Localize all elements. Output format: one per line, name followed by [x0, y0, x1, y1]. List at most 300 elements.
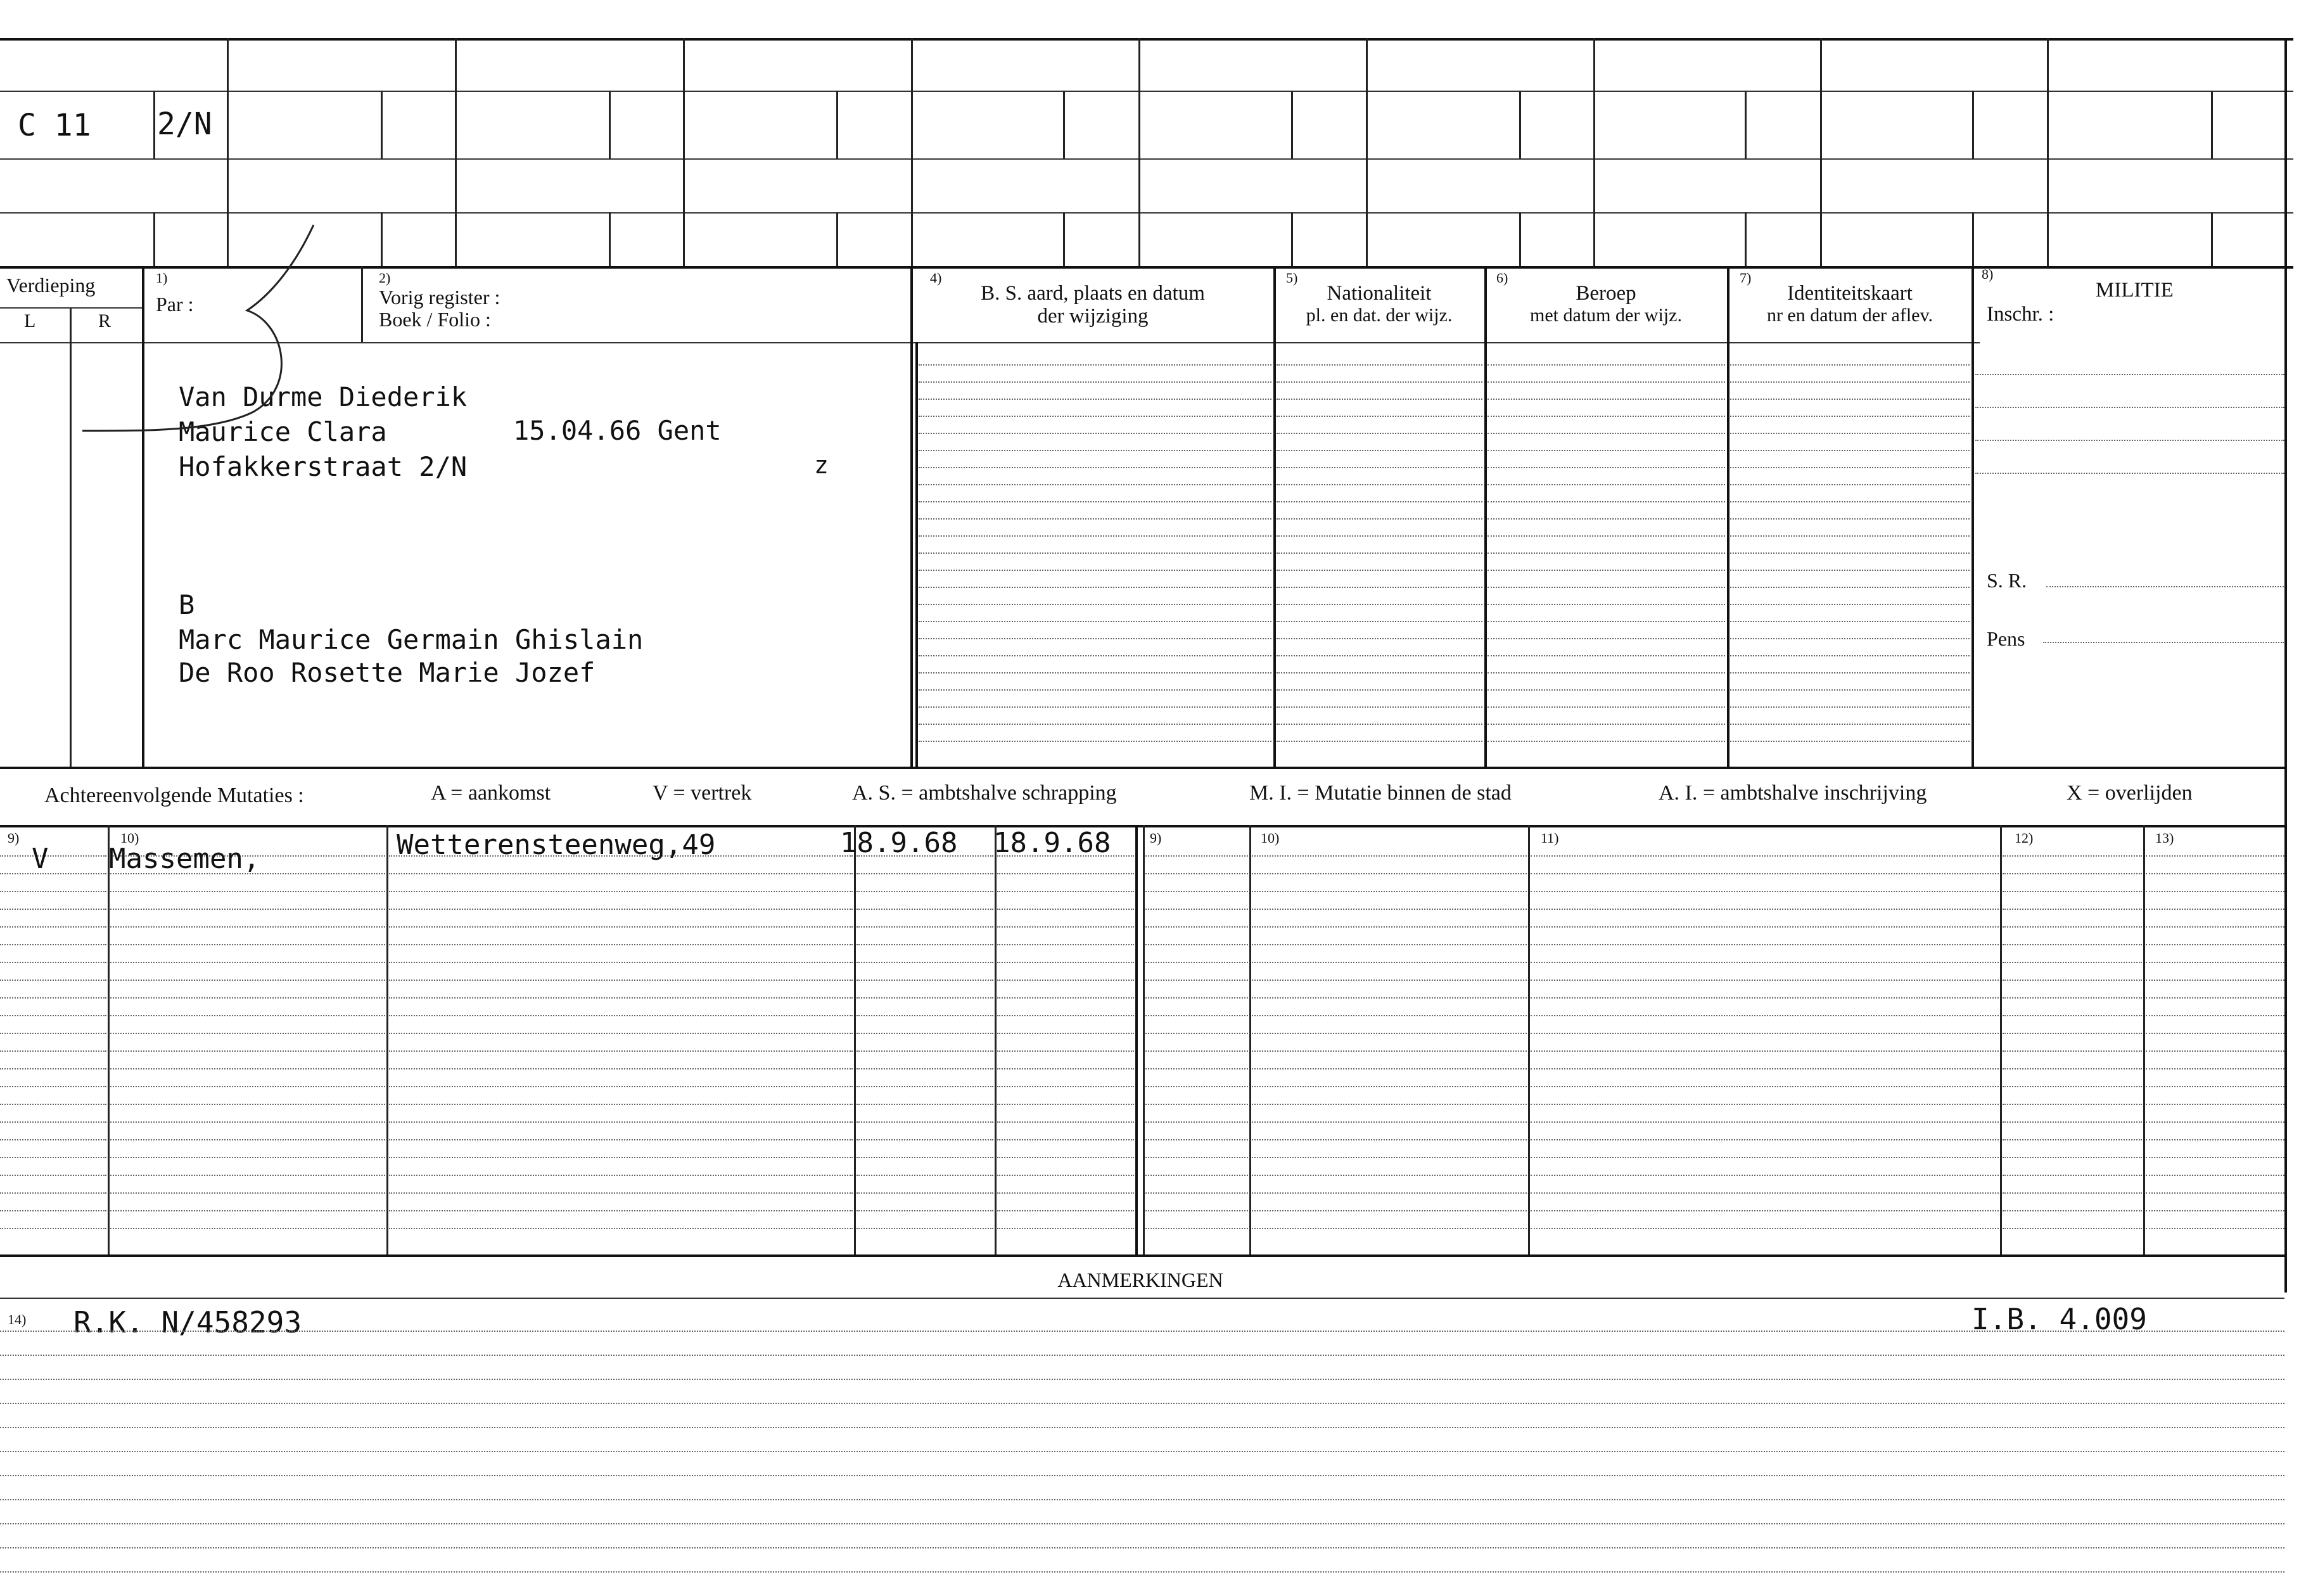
note-2: 2): [379, 270, 391, 286]
ruled-line: [997, 909, 1134, 910]
ruled-line: [1730, 518, 1970, 520]
militie-header: MILITIE: [2096, 279, 2174, 302]
note-10: 10): [120, 830, 139, 846]
ruled-line: [1730, 638, 1970, 639]
legend-x: X = overlijden: [2067, 781, 2193, 805]
ruled-line: [1145, 1033, 1248, 1034]
ruled-line: [1487, 364, 1725, 366]
ruled-line: [389, 1068, 853, 1069]
ruled-line: [2003, 909, 2142, 910]
ruled-line: [1531, 1192, 1999, 1194]
ruled-line: [2003, 1086, 2142, 1087]
ruled-line: [0, 1050, 106, 1052]
note-4: 4): [930, 270, 942, 286]
legend-as: A. S. = ambtshalve schrapping: [852, 781, 1117, 805]
ruled-line: [1277, 604, 1482, 605]
ruled-line: [1487, 655, 1725, 656]
person-status: B: [179, 589, 195, 620]
ruled-line: [1487, 689, 1725, 691]
ruled-line: [1145, 1175, 1248, 1176]
ruled-line: [2146, 997, 2284, 999]
ruled-line: [919, 484, 1271, 485]
ruled-line: [1277, 724, 1482, 725]
nationaliteit-header: Nationaliteit: [1327, 282, 1432, 305]
handwritten-stroke: [76, 222, 329, 444]
ruled-line: [0, 1104, 106, 1105]
ruled-line: [1487, 381, 1725, 383]
ruled-line: [1277, 552, 1482, 554]
grid-subcol: [1519, 91, 1521, 158]
ruled-line: [389, 980, 853, 981]
ruled-line: [0, 873, 106, 874]
ruled-line: [857, 1210, 993, 1211]
ruled-line: [1487, 416, 1725, 417]
ruled-line: [0, 1547, 2284, 1548]
ruled-line: [919, 364, 1271, 366]
mutation-street: Wetterensteenweg,49: [397, 829, 716, 861]
ruled-line: [2003, 1033, 2142, 1034]
ruled-line: [1252, 944, 1527, 945]
ruled-line: [1487, 433, 1725, 434]
legend-a: A = aankomst: [431, 781, 551, 805]
ruled-line: [1531, 997, 1999, 999]
ruled-line: [1531, 873, 1999, 874]
ruled-line: [919, 706, 1271, 708]
ruled-line: [0, 1068, 106, 1069]
grid-subcol: [836, 212, 838, 266]
mother-name: De Roo Rosette Marie Jozef: [179, 657, 596, 688]
ruled-line: [110, 926, 385, 928]
ruled-line: [1975, 473, 2284, 474]
note-14: 14): [8, 1312, 27, 1327]
ruled-line: [1252, 1050, 1527, 1052]
col-border: [1972, 266, 1974, 767]
ruled-line: [0, 1571, 2284, 1573]
mutation-col: [1135, 825, 1138, 1254]
ruled-line: [110, 1175, 385, 1176]
grid-col: [911, 38, 913, 266]
ruled-line: [389, 926, 853, 928]
remarks-rk: R.K. N/458293: [73, 1305, 302, 1339]
ruled-line: [857, 1121, 993, 1123]
ruled-line: [1531, 891, 1999, 892]
ruled-line: [1145, 1121, 1248, 1123]
ruled-line: [1252, 1121, 1527, 1123]
beroep-header-2: met datum der wijz.: [1530, 305, 1682, 326]
ruled-line: [997, 944, 1134, 945]
ruled-line: [1531, 1050, 1999, 1052]
ruled-line: [1145, 855, 1248, 857]
ruled-line: [1531, 1228, 1999, 1229]
person-birth: 15.04.66 Gent: [513, 415, 722, 446]
ruled-line: [389, 1050, 853, 1052]
ruled-line: [919, 381, 1271, 383]
ruled-line: [1531, 1139, 1999, 1140]
grid-subcol: [2211, 212, 2213, 266]
ruled-line: [919, 450, 1271, 451]
ruled-line: [389, 1139, 853, 1140]
ruled-line: [1252, 1104, 1527, 1105]
ruled-line: [2146, 873, 2284, 874]
ruled-line: [1531, 962, 1999, 963]
ruled-line: [919, 416, 1271, 417]
ruled-line: [1252, 980, 1527, 981]
mutation-top-rule: [0, 825, 2284, 827]
ruled-line: [857, 1033, 993, 1034]
ruled-line: [919, 724, 1271, 725]
mutation-col: [108, 825, 110, 1254]
ruled-line: [1252, 873, 1527, 874]
sr-field-line: [2046, 586, 2284, 587]
grid-subcol: [2211, 91, 2213, 158]
ruled-line: [2146, 1121, 2284, 1123]
ruled-line: [919, 689, 1271, 691]
col-l-label: L: [24, 310, 36, 331]
ruled-line: [389, 1086, 853, 1087]
ruled-line: [0, 1121, 106, 1123]
ruled-line: [0, 944, 106, 945]
ruled-line: [1730, 552, 1970, 554]
ruled-line: [2146, 926, 2284, 928]
ruled-line: [1487, 570, 1725, 571]
grid-rule: [0, 91, 2293, 92]
ruled-line: [389, 1192, 853, 1194]
col-border: [1273, 266, 1276, 767]
note-10b: 10): [1261, 830, 1280, 846]
ruled-line: [0, 980, 106, 981]
ruled-line: [389, 1228, 853, 1229]
ruled-line: [0, 1331, 2284, 1332]
ruled-line: [1145, 1139, 1248, 1140]
register-house-number: 2/N: [157, 106, 212, 142]
mutation-col: [2143, 825, 2145, 1254]
ruled-line: [919, 638, 1271, 639]
register-code: C 11: [18, 108, 91, 143]
ruled-line: [1487, 604, 1725, 605]
ruled-line: [1145, 891, 1248, 892]
ruled-line: [0, 1228, 106, 1229]
ruled-line: [997, 1050, 1134, 1052]
ruled-line: [1252, 1228, 1527, 1229]
person-mark: z: [814, 451, 829, 479]
person-name-line1: Van Durme Diederik: [179, 381, 468, 412]
ruled-line: [1277, 672, 1482, 674]
ruled-line: [1730, 450, 1970, 451]
ruled-line: [2146, 891, 2284, 892]
ruled-line: [919, 552, 1271, 554]
ruled-line: [0, 1451, 2284, 1452]
note-12: 12): [2015, 830, 2034, 846]
ruled-line: [1730, 621, 1970, 622]
ruled-line: [1145, 944, 1248, 945]
ruled-line: [2003, 944, 2142, 945]
ruled-line: [1730, 399, 1970, 400]
ruled-line: [1252, 1139, 1527, 1140]
ruled-line: [389, 909, 853, 910]
ruled-line: [857, 944, 993, 945]
ruled-line: [2146, 1050, 2284, 1052]
ruled-line: [0, 855, 106, 857]
ruled-line: [1730, 433, 1970, 434]
mutation-col: [1249, 825, 1251, 1254]
ruled-line: [1531, 1175, 1999, 1176]
grid-subcol: [153, 91, 155, 158]
ruled-line: [919, 621, 1271, 622]
ruled-line: [0, 1033, 106, 1034]
ruled-line: [0, 1523, 2284, 1524]
mutation-date-2: 18.9.68: [993, 827, 1111, 859]
ruled-line: [857, 962, 993, 963]
mutation-type: V: [32, 843, 49, 875]
ruled-line: [0, 1427, 2284, 1428]
ruled-line: [110, 980, 385, 981]
ruled-line: [1531, 1015, 1999, 1016]
grid-col: [455, 38, 457, 266]
ruled-line: [389, 1157, 853, 1158]
ruled-line: [389, 1210, 853, 1211]
note-11: 11): [1541, 830, 1559, 846]
ruled-line: [1975, 440, 2284, 441]
ruled-line: [1277, 399, 1482, 400]
ruled-line: [2003, 855, 2142, 857]
par-label: Par :: [156, 293, 194, 316]
col-border: [1484, 266, 1487, 767]
ruled-line: [997, 1192, 1134, 1194]
ruled-line: [857, 1068, 993, 1069]
ruled-line: [2003, 891, 2142, 892]
ruled-line: [1277, 381, 1482, 383]
ruled-line: [2003, 1228, 2142, 1229]
ruled-line: [1730, 655, 1970, 656]
ruled-line: [2003, 1104, 2142, 1105]
ruled-line: [997, 1104, 1134, 1105]
mutation-col: [1528, 825, 1530, 1254]
ruled-line: [1487, 706, 1725, 708]
grid-subcol: [1972, 212, 1974, 266]
grid-subcol: [1063, 91, 1065, 158]
grid-subcol: [1519, 212, 1521, 266]
pens-label: Pens: [1987, 627, 2025, 650]
sr-label: S. R.: [1987, 569, 2027, 592]
ruled-line: [857, 909, 993, 910]
ruled-line: [110, 1050, 385, 1052]
ruled-line: [389, 1175, 853, 1176]
ruled-line: [1487, 535, 1725, 537]
ruled-line: [1975, 407, 2284, 408]
father-name: Marc Maurice Germain Ghislain: [179, 624, 644, 655]
ruled-line: [1277, 706, 1482, 708]
ruled-line: [1145, 1015, 1248, 1016]
ruled-line: [1277, 741, 1482, 742]
ruled-line: [1252, 1175, 1527, 1176]
note-5: 5): [1286, 270, 1298, 286]
ruled-line: [857, 1157, 993, 1158]
ruled-line: [1252, 1033, 1527, 1034]
boek-folio-label: Boek / Folio :: [379, 308, 491, 331]
ruled-line: [919, 604, 1271, 605]
ruled-line: [1252, 1086, 1527, 1087]
right-border: [2284, 38, 2287, 1293]
ruled-line: [0, 1192, 106, 1194]
ruled-line: [389, 1015, 853, 1016]
ruled-line: [1277, 518, 1482, 520]
ruled-line: [1277, 621, 1482, 622]
ruled-line: [2146, 1210, 2284, 1211]
ruled-line: [1252, 926, 1527, 928]
identiteitskaart-header-2: nr en datum der aflev.: [1766, 305, 1933, 326]
ruled-line: [1277, 433, 1482, 434]
ruled-line: [1531, 926, 1999, 928]
ruled-line: [1487, 467, 1725, 468]
ruled-line: [2146, 1033, 2284, 1034]
ruled-line: [1145, 980, 1248, 981]
remarks-ib: I.B. 4.009: [1972, 1302, 2147, 1336]
ruled-line: [1145, 909, 1248, 910]
ruled-line: [1252, 855, 1527, 857]
ruled-line: [919, 433, 1271, 434]
person-address: Hofakkerstraat 2/N: [179, 451, 468, 482]
grid-bottom-rule: [0, 266, 2293, 269]
ruled-line: [1145, 926, 1248, 928]
ruled-line: [857, 891, 993, 892]
ruled-line: [2146, 1015, 2284, 1016]
ruled-line: [997, 891, 1134, 892]
ruled-line: [857, 873, 993, 874]
note-13: 13): [2155, 830, 2174, 846]
ruled-line: [110, 962, 385, 963]
beroep-header: Beroep: [1576, 282, 1636, 305]
ruled-line: [110, 1015, 385, 1016]
ruled-line: [1145, 1228, 1248, 1229]
ruled-line: [997, 1175, 1134, 1176]
ruled-line: [1975, 374, 2284, 375]
remarks-rule: [0, 1298, 2284, 1299]
ruled-line: [2146, 1086, 2284, 1087]
col-r-label: R: [98, 310, 111, 331]
ruled-line: [2146, 855, 2284, 857]
grid-subcol: [609, 91, 611, 158]
ruled-line: [1252, 997, 1527, 999]
ruled-line: [389, 997, 853, 999]
ruled-line: [1145, 1104, 1248, 1105]
ruled-line: [0, 926, 106, 928]
ruled-line: [1487, 552, 1725, 554]
ruled-line: [1730, 467, 1970, 468]
ruled-line: [1277, 655, 1482, 656]
ruled-line: [1730, 741, 1970, 742]
ruled-line: [1487, 450, 1725, 451]
grid-subcol: [1745, 91, 1747, 158]
ruled-line: [1730, 501, 1970, 502]
col-border: [910, 266, 913, 767]
mutation-bottom-rule: [0, 1254, 2284, 1257]
ruled-line: [389, 962, 853, 963]
ruled-line: [2146, 1157, 2284, 1158]
ruled-line: [1145, 997, 1248, 999]
ruled-line: [2003, 1210, 2142, 1211]
ruled-line: [0, 1499, 2284, 1500]
ruled-line: [110, 1068, 385, 1069]
grid-col: [2047, 38, 2049, 266]
grid-subcol: [1291, 212, 1293, 266]
ruled-line: [857, 1228, 993, 1229]
ruled-line: [1730, 706, 1970, 708]
ruled-line: [2003, 962, 2142, 963]
ruled-line: [1531, 1210, 1999, 1211]
ruled-line: [0, 1086, 106, 1087]
nationaliteit-header-2: pl. en dat. der wijz.: [1306, 305, 1453, 326]
ruled-line: [2003, 997, 2142, 999]
ruled-line: [2003, 1068, 2142, 1069]
ruled-line: [110, 891, 385, 892]
ruled-line: [1252, 909, 1527, 910]
person-name-line2: Maurice Clara: [179, 416, 387, 447]
ruled-line: [2146, 1175, 2284, 1176]
ruled-line: [1145, 1086, 1248, 1087]
ruled-line: [1277, 450, 1482, 451]
ruled-line: [1730, 484, 1970, 485]
grid-rule: [0, 212, 2293, 214]
ruled-line: [110, 1210, 385, 1211]
ruled-line: [1277, 501, 1482, 502]
legend-top-rule: [0, 767, 2284, 769]
ruled-line: [919, 535, 1271, 537]
ruled-line: [1145, 962, 1248, 963]
ruled-line: [2146, 944, 2284, 945]
ruled-line: [110, 1033, 385, 1034]
ruled-line: [1730, 587, 1970, 588]
grid-subcol: [1291, 91, 1293, 158]
verdieping-label: Verdieping: [6, 274, 96, 297]
ruled-line: [1252, 1192, 1527, 1194]
ruled-line: [857, 1086, 993, 1087]
ruled-line: [1145, 1050, 1248, 1052]
ruled-line: [997, 873, 1134, 874]
col-border: [1727, 266, 1730, 767]
ruled-line: [2146, 1192, 2284, 1194]
ruled-line: [1730, 724, 1970, 725]
ruled-line: [2003, 926, 2142, 928]
ruled-line: [0, 997, 106, 999]
grid-col: [1820, 38, 1822, 266]
vorig-register-label: Vorig register :: [379, 286, 500, 309]
legend-v: V = vertrek: [653, 781, 752, 805]
ruled-line: [997, 1210, 1134, 1211]
ruled-line: [1277, 467, 1482, 468]
ruled-line: [919, 741, 1271, 742]
ruled-line: [110, 1086, 385, 1087]
ruled-line: [1277, 570, 1482, 571]
grid-subcol: [381, 212, 383, 266]
grid-col: [683, 38, 685, 266]
inschr-label: Inschr. :: [1987, 303, 2054, 326]
ruled-line: [2146, 909, 2284, 910]
ruled-line: [919, 672, 1271, 674]
ruled-line: [857, 1104, 993, 1105]
mutation-col: [2000, 825, 2002, 1254]
ruled-line: [0, 1210, 106, 1211]
note-8: 8): [1982, 266, 1994, 282]
grid-subcol: [1745, 212, 1747, 266]
ruled-line: [0, 1355, 2284, 1356]
ruled-line: [1487, 724, 1725, 725]
ruled-line: [997, 962, 1134, 963]
ruled-line: [1145, 1192, 1248, 1194]
ruled-line: [1730, 672, 1970, 674]
grid-subcol: [1972, 91, 1974, 158]
legend-title: Achtereenvolgende Mutaties :: [44, 784, 304, 807]
ruled-line: [1730, 416, 1970, 417]
